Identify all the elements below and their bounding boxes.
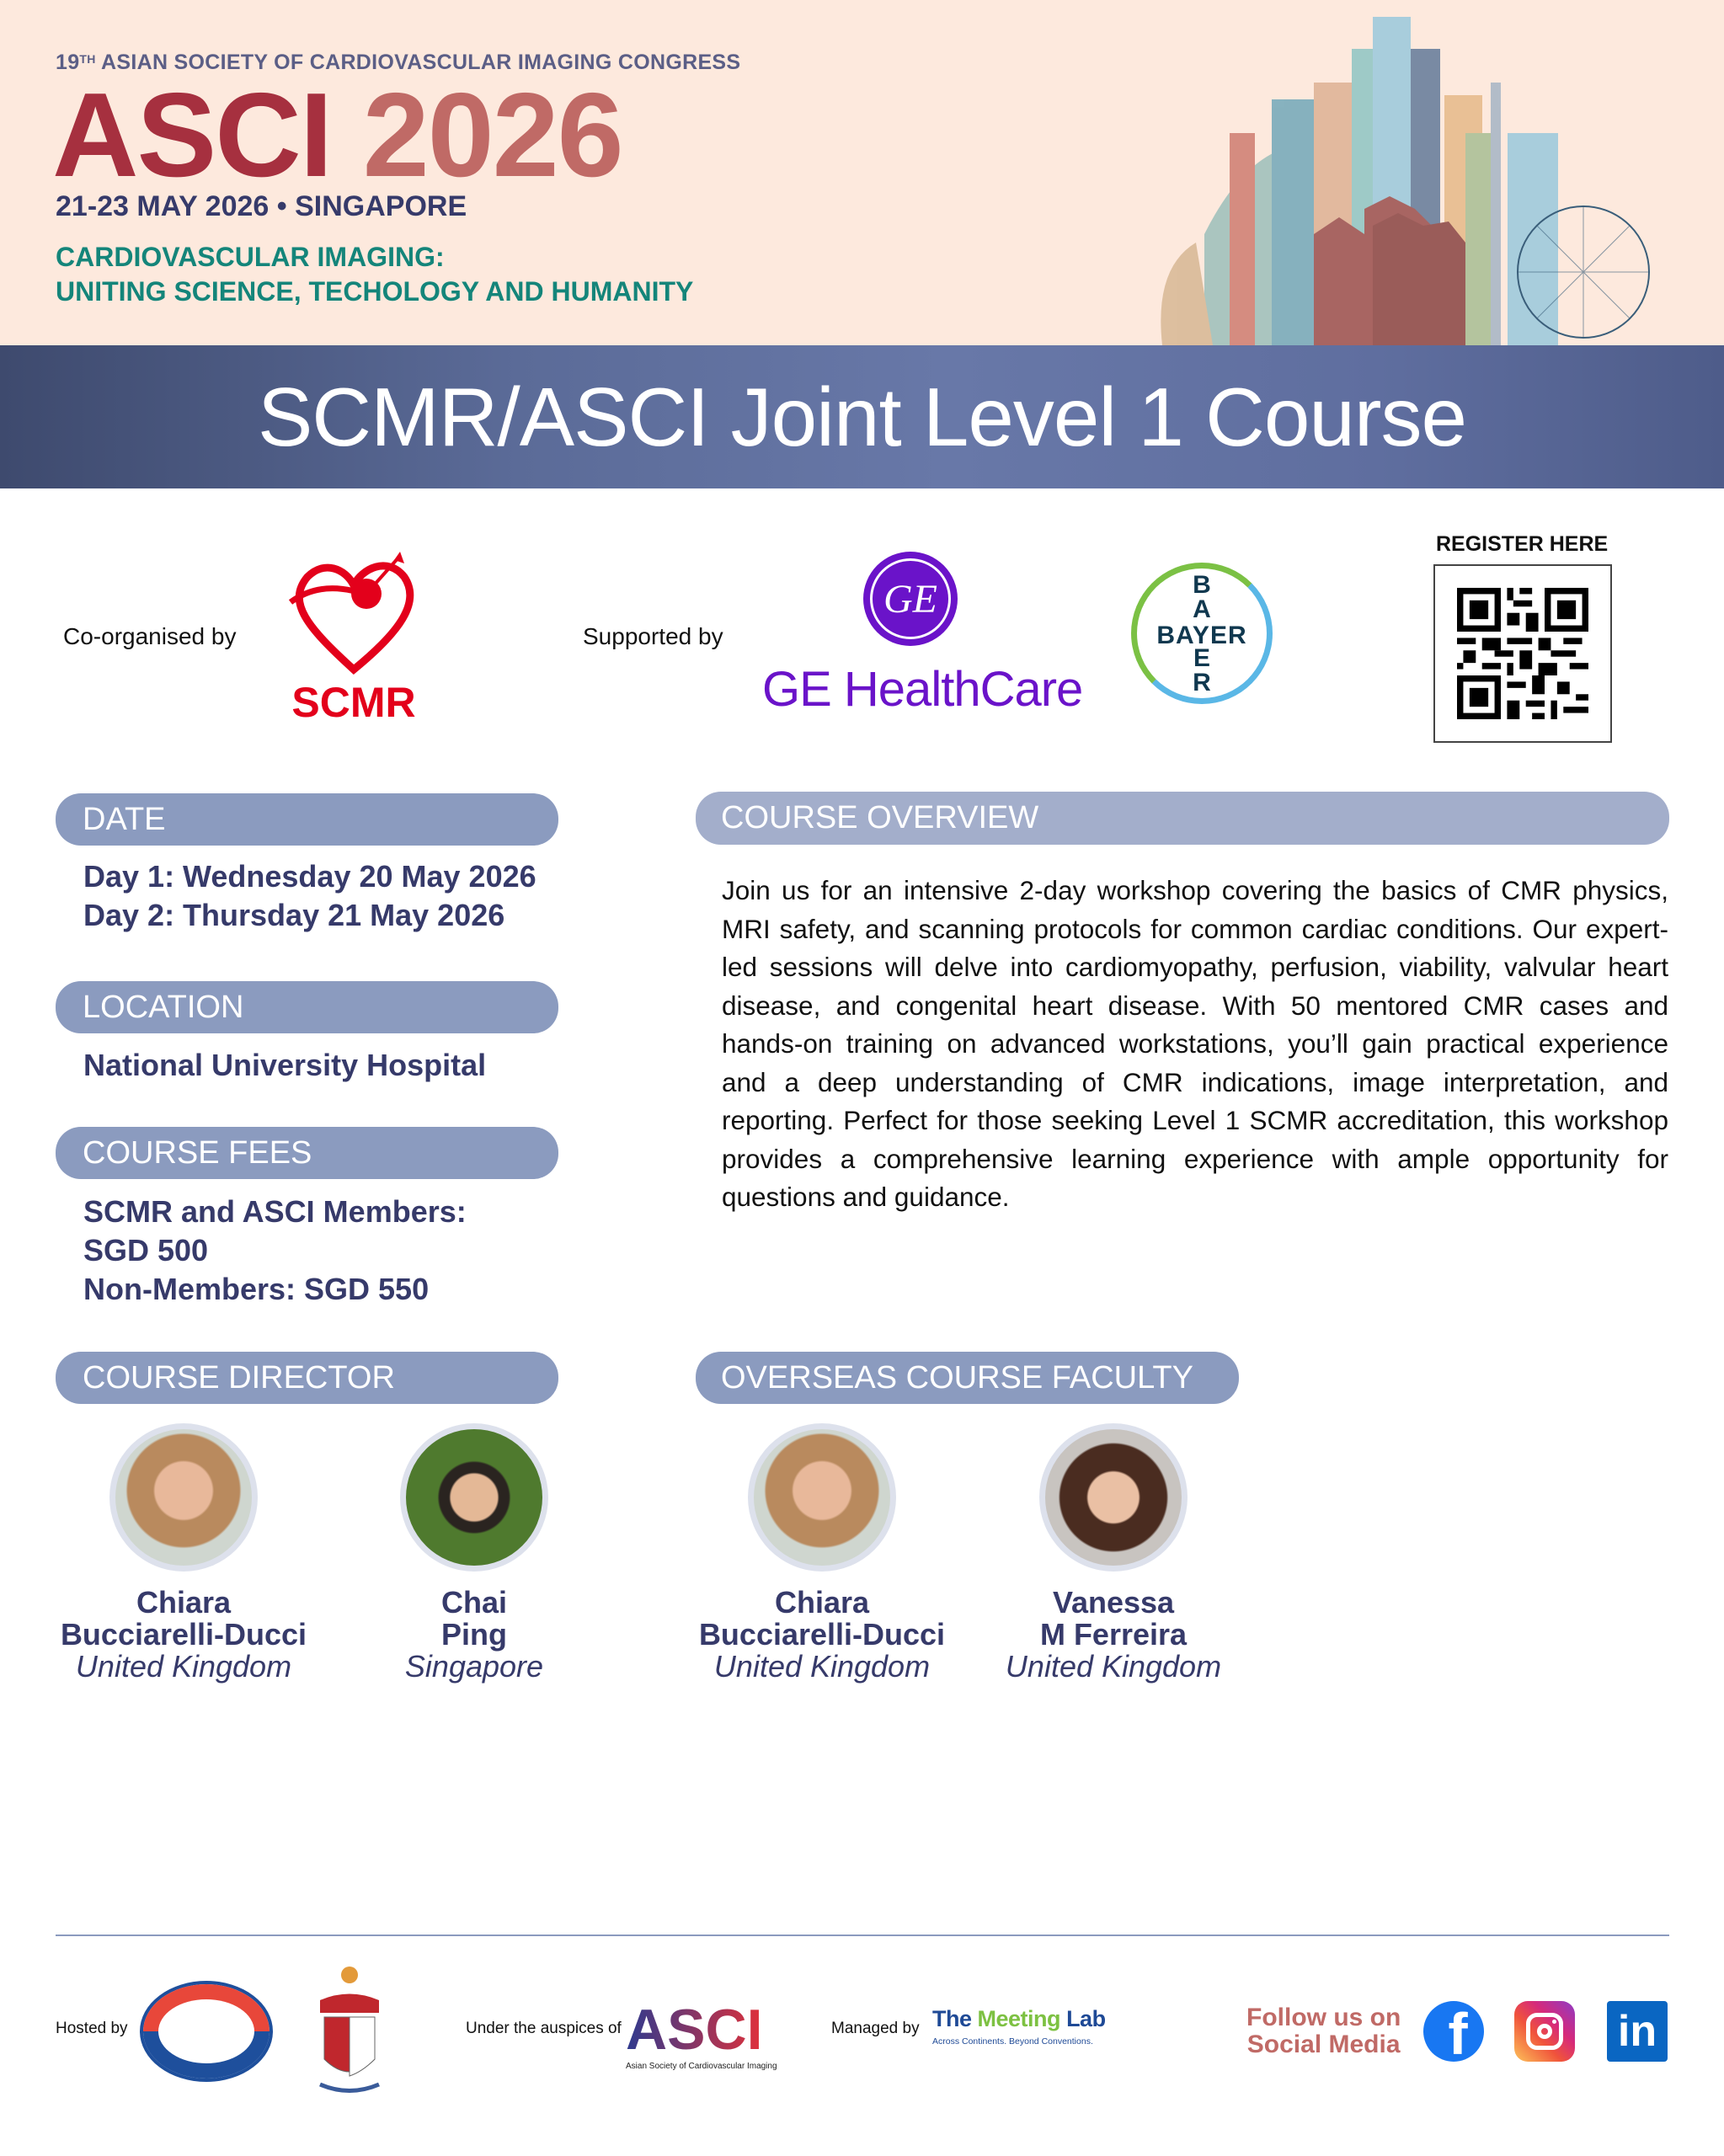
event-theme — [56, 240, 693, 309]
faculty-card — [679, 1423, 965, 1683]
avatar — [400, 1423, 548, 1572]
avatar — [1039, 1423, 1188, 1572]
follow-social-label — [1246, 2004, 1401, 2058]
supported-label: Supported by — [583, 623, 723, 649]
fees-heading: COURSE FEES — [56, 1127, 558, 1179]
fees-values — [83, 1193, 467, 1309]
facebook-icon[interactable] — [1423, 2001, 1484, 2062]
singapore-skyline-illustration — [1145, 15, 1718, 345]
register-qr-code[interactable] — [1433, 564, 1612, 743]
bayer-logo — [1131, 563, 1273, 704]
auspices-label: Under the auspices of — [466, 2020, 622, 2037]
person-country: United Kingdom — [1005, 1649, 1222, 1684]
brand-year: 2026 — [362, 68, 622, 202]
linkedin-icon[interactable] — [1607, 2001, 1668, 2062]
person-last-name: Bucciarelli-Ducci — [60, 1617, 307, 1652]
director-card — [40, 1423, 327, 1683]
scs-logo-center — [158, 1999, 254, 2063]
register-here-label: REGISTER HERE — [1436, 532, 1609, 556]
location-heading: LOCATION — [56, 981, 558, 1033]
date-values — [83, 857, 536, 935]
ge-healthcare-logo-text: GE HealthCare — [762, 662, 1083, 717]
person-last-name: Ping — [441, 1617, 507, 1652]
date-heading: DATE — [56, 793, 558, 846]
congress-suffix: TH — [79, 52, 96, 66]
meeting-lab-logo — [932, 2006, 1106, 2032]
hosted-by-label: Hosted by — [56, 2020, 128, 2037]
avatar — [748, 1423, 896, 1572]
asci-logo-subtitle: Asian Society of Cardiovascular Imaging — [626, 2062, 777, 2071]
person-last-name: Bucciarelli-Ducci — [698, 1617, 946, 1652]
person-first-name: Vanessa — [1052, 1585, 1175, 1620]
fees-members-price: SGD 500 — [83, 1233, 209, 1267]
course-title: SCMR/ASCI Joint Level 1 Course — [257, 370, 1467, 463]
coorganised-label: Co-organised by — [63, 623, 237, 649]
person-last-name: M Ferreira — [1039, 1617, 1188, 1652]
person-first-name: Chiara — [774, 1585, 870, 1620]
person-first-name: Chai — [440, 1585, 507, 1620]
avatar — [109, 1423, 258, 1572]
location-value: National University Hospital — [83, 1048, 487, 1082]
singapore-cardiac-society-logo — [140, 1981, 273, 2082]
linkedin-glyph: in — [1617, 2007, 1657, 2056]
scmr-logo-text: SCMR — [291, 679, 416, 726]
meeting-lab-tagline: Across Continents. Beyond Conventions. — [932, 2036, 1093, 2047]
fees-members-label: SCMR and ASCI Members: — [83, 1194, 467, 1229]
director-card — [331, 1423, 617, 1683]
person-country: United Kingdom — [713, 1649, 931, 1684]
scmr-logo — [274, 552, 434, 726]
university-crest-logo — [307, 1962, 392, 2097]
asci-logo: ASCI — [626, 1998, 763, 2062]
fees-nonmembers: Non-Members: SGD 550 — [83, 1272, 430, 1306]
meeting-lab-meeting: Meeting — [977, 2006, 1061, 2031]
facebook-glyph: f — [1448, 2001, 1468, 2062]
bayer-vertical-text: B A E R — [1193, 571, 1211, 696]
faculty-heading: OVERSEAS COURSE FACULTY — [696, 1352, 1239, 1404]
meeting-lab-lab: Lab — [1066, 2006, 1106, 2031]
director-heading: COURSE DIRECTOR — [56, 1352, 558, 1404]
theme-line-1: CARDIOVASCULAR IMAGING: — [56, 242, 445, 272]
person-first-name: Chiara — [136, 1585, 232, 1620]
congress-name: ASIAN SOCIETY OF CARDIOVASCULAR IMAGING CONGRESS — [101, 51, 741, 74]
meeting-lab-the: The — [932, 2006, 972, 2031]
brand-asci: ASCI — [52, 68, 332, 202]
congress-number: 19 — [56, 51, 80, 74]
qr-code-icon — [1435, 566, 1610, 741]
footer-divider — [56, 1935, 1669, 1936]
ge-monogram-logo — [863, 552, 958, 646]
overview-text: Join us for an intensive 2-day workshop covering the basics of CMR physics, MRI safety, and scanning protocols for common cardiac conditions. Our expert-led sessions will delve into cardiomyopathy, perfusion, viability, valvular heart disease, and congenital heart disease. With 50 mentored CMR cases and hands-on training on advanced workstations, you’ll gain practical experience and a deep understanding of CMR indications, image interpretation, and reporting. Perfect for those seeking Level 1 SCMR accreditation, this workshop provides a comprehensive learning experience with ample opportunity for questions and guidance. — [722, 875, 1668, 1212]
date-day-2: Day 2: Thursday 21 May 2026 — [83, 898, 505, 932]
follow-line-1: Follow us on — [1246, 2004, 1401, 2031]
instagram-camera-glyph — [1526, 2013, 1563, 2050]
overview-heading: COURSE OVERVIEW — [696, 792, 1669, 845]
theme-line-2: UNITING SCIENCE, TECHOLOGY AND HUMANITY — [56, 276, 694, 307]
date-day-1: Day 1: Wednesday 20 May 2026 — [83, 859, 536, 894]
managed-by-label: Managed by — [831, 2020, 920, 2037]
instagram-icon[interactable] — [1514, 2001, 1575, 2062]
person-country: Singapore — [404, 1649, 544, 1684]
ge-monogram-text: GE — [870, 558, 951, 639]
scmr-heart-icon — [274, 552, 434, 678]
person-country: United Kingdom — [75, 1649, 292, 1684]
event-dates-location: 21-23 MAY 2026 • SINGAPORE — [56, 190, 467, 222]
bayer-horizontal-text: BAYER — [1156, 622, 1247, 649]
faculty-card — [970, 1423, 1257, 1683]
follow-line-2: Social Media — [1246, 2031, 1401, 2058]
event-brand — [52, 68, 622, 202]
